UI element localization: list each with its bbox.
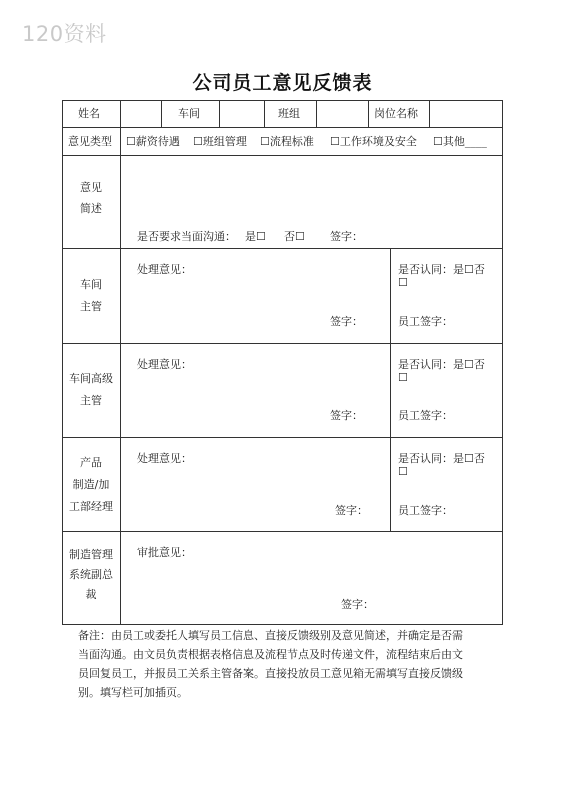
- form-title: 公司员工意见反馈表: [192, 72, 373, 94]
- label-column-divider: [120, 100, 121, 625]
- remarks-line: 别。填写栏可加插页。: [78, 686, 188, 699]
- communicate-yes-checkbox[interactable]: 是☐: [245, 230, 266, 243]
- remarks-line: 员回复员工，并报员工关系主管备案。直接投放员工意见箱无需填写直接反馈级: [78, 667, 463, 680]
- handling-opinion-area[interactable]: [122, 469, 388, 499]
- row-divider: [62, 155, 503, 156]
- header-col-divider: [219, 100, 220, 127]
- header-col-divider: [161, 100, 162, 127]
- remarks-line: 备注：由员工或委托人填写员工信息、直接反馈级别及意见简述，并确定是否需: [78, 629, 463, 642]
- agree-column-divider: [390, 248, 391, 531]
- opinion-type-option-environment-safety[interactable]: ☐工作环境及安全: [330, 135, 417, 148]
- agree-question[interactable]: 是否认同：是☐否: [398, 358, 485, 371]
- approval-opinion-area[interactable]: [122, 563, 500, 593]
- supervisor-sign-label: 签字：: [330, 315, 363, 328]
- section-label-vice-president: [62, 545, 120, 605]
- description-label-line1: 意见: [80, 181, 102, 194]
- handling-opinion-area[interactable]: [122, 375, 388, 405]
- header-col-divider: [429, 100, 430, 127]
- header-col-divider: [368, 100, 369, 127]
- section-label-line: 车间高级: [69, 372, 113, 385]
- agree-no-checkbox[interactable]: ☐: [398, 276, 408, 289]
- agree-question[interactable]: 是否认同：是☐否: [398, 452, 485, 465]
- workshop-field[interactable]: [221, 102, 263, 126]
- description-area[interactable]: [122, 157, 500, 227]
- section-label-manufacturing-manager: [62, 452, 120, 518]
- section-label-line: 裁: [85, 588, 97, 601]
- remarks-note: [78, 626, 488, 702]
- row-divider: [62, 127, 503, 128]
- agree-question[interactable]: 是否认同：是☐否: [398, 263, 485, 276]
- agree-no-checkbox[interactable]: ☐: [398, 371, 408, 384]
- opinion-type-option-other[interactable]: ☐其他____: [433, 135, 487, 148]
- section-label-line: 产品: [80, 456, 102, 469]
- section-label-line: 系统副总: [69, 568, 113, 581]
- supervisor-sign-label: 签字：: [330, 409, 363, 422]
- section-label-senior-supervisor: [62, 368, 120, 412]
- table-border-right: [502, 100, 503, 625]
- table-border-bottom: [62, 624, 503, 625]
- handling-opinion-label: 处理意见：: [137, 263, 192, 276]
- section-label-line: 主管: [80, 300, 102, 313]
- opinion-type-option-process-standard[interactable]: ☐流程标准: [260, 135, 314, 148]
- section-label-line: 制造/加: [72, 478, 110, 491]
- vice-president-sign-label: 签字：: [341, 598, 374, 611]
- handling-opinion-label: 处理意见：: [137, 452, 192, 465]
- feedback-form-table: [62, 100, 503, 625]
- employee-sign-label: 员工签字：: [398, 504, 453, 517]
- name-field[interactable]: [122, 102, 160, 126]
- section-label-line: 车间: [80, 278, 102, 291]
- description-sign-label: 签字：: [330, 230, 363, 243]
- name-label: 姓名: [78, 107, 100, 120]
- header-col-divider: [264, 100, 265, 127]
- remarks-line: 当面沟通。由文员负责根据表格信息及流程节点及时传递文件，流程结束后由文: [78, 648, 463, 661]
- section-label-line: 制造管理: [69, 548, 113, 561]
- section-label-line: 工部经理: [69, 500, 113, 513]
- communicate-no-checkbox[interactable]: 否☐: [284, 230, 305, 243]
- team-field[interactable]: [318, 102, 367, 126]
- opinion-type-option-team-management[interactable]: ☐班组管理: [193, 135, 247, 148]
- employee-sign-label: 员工签字：: [398, 409, 453, 422]
- workshop-label: 车间: [178, 107, 200, 120]
- handling-opinion-label: 处理意见：: [137, 358, 192, 371]
- handling-opinion-area[interactable]: [122, 280, 388, 310]
- agree-no-checkbox[interactable]: ☐: [398, 465, 408, 478]
- opinion-type-option-salary[interactable]: ☐薪资待遇: [126, 135, 180, 148]
- table-border-top: [62, 100, 503, 101]
- section-label-line: 主管: [80, 394, 102, 407]
- row-divider: [62, 531, 503, 532]
- supervisor-sign-label: 签字：: [335, 504, 368, 517]
- description-label-line2: 简述: [80, 202, 102, 215]
- row-divider: [62, 248, 503, 249]
- row-divider: [62, 437, 503, 438]
- team-label: 班组: [278, 107, 300, 120]
- watermark: 120资料: [22, 22, 107, 46]
- opinion-type-label: 意见类型: [68, 135, 112, 148]
- row-divider: [62, 343, 503, 344]
- communicate-question: 是否要求当面沟通：: [137, 230, 236, 243]
- header-col-divider: [316, 100, 317, 127]
- employee-sign-label: 员工签字：: [398, 315, 453, 328]
- position-label: 岗位名称: [374, 107, 418, 120]
- section-label-workshop-supervisor: [62, 274, 120, 318]
- position-field[interactable]: [431, 102, 501, 126]
- approval-opinion-label: 审批意见：: [137, 546, 192, 559]
